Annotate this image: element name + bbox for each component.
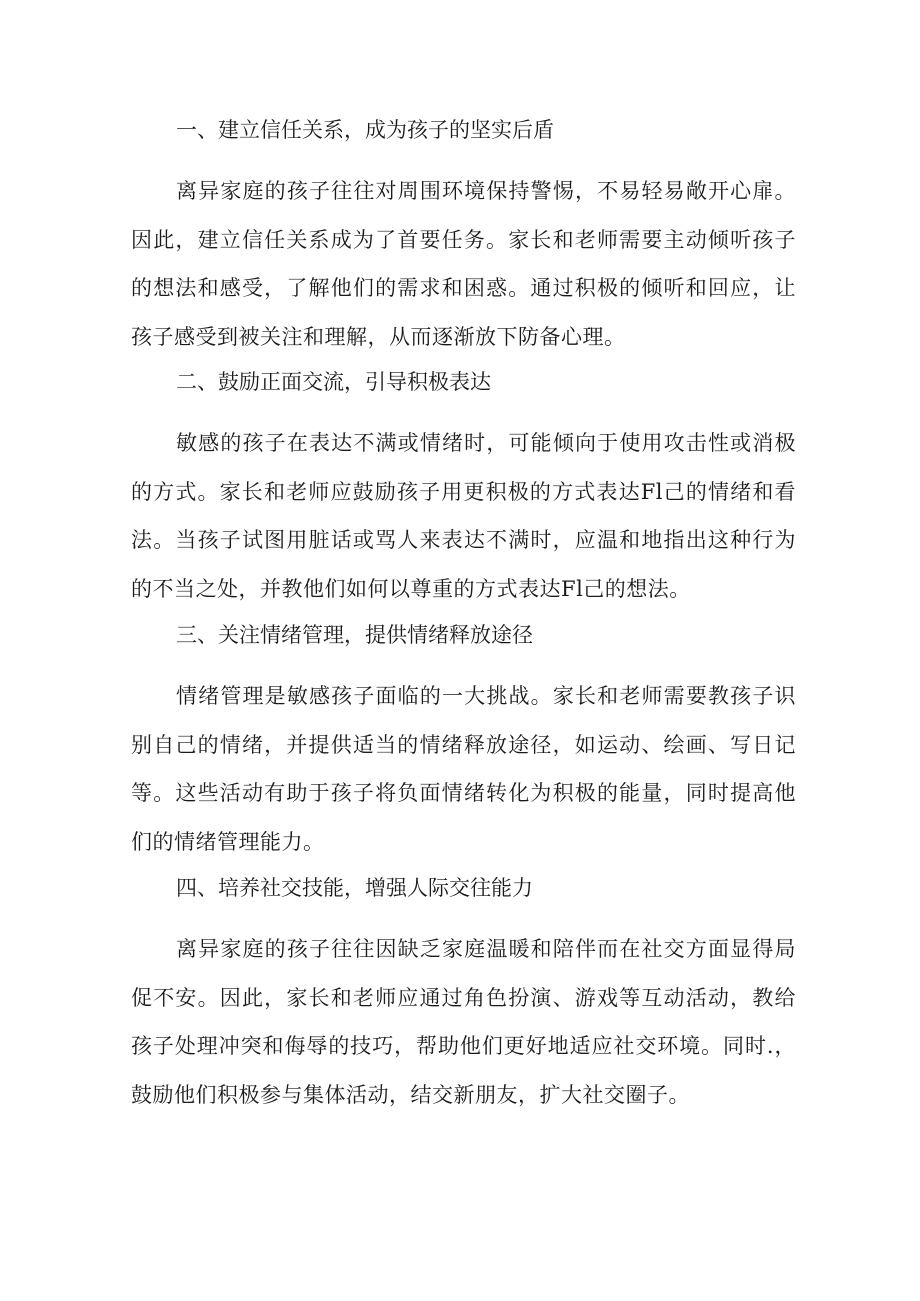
section-paragraph: 敏感的孩子在表达不满或情绪时，可能倾向于使用攻击性或消极的方式。家长和老师应鼓励孩子用更积极的方式表达Fl己的情绪和看法。当孩子试图用脏话或骂人来表达不满时，应温和地指出这种行为的不当之处，并教他们如何以尊重的方式表达Fl己的想法。 [131, 431, 796, 601]
section-positive-communication [131, 367, 796, 613]
section-paragraph: 离异家庭的孩子往往对周围环境保持警惕，不易轻易敞开心扉。因此，建立信任关系成为了首要任务。家长和老师需要主动倾听孩子的想法和感受，了解他们的需求和困惑。通过积极的倾听和回应，让孩子感受到被关注和理解，从而逐渐放下防备心理。 [131, 179, 796, 349]
section-social-skills [131, 873, 796, 1119]
section-build-trust [131, 115, 796, 361]
section-paragraph: 离异家庭的孩子往往因缺乏家庭温暖和陪伴而在社交方面显得局促不安。因此，家长和老师应通过角色扮演、游戏等互动活动，教给孩子处理冲突和侮辱的技巧，帮助他们更好地适应社交环境。同时.，鼓励他们积极参与集体活动，结交新朋友，扩大社交圈子。 [131, 937, 796, 1107]
section-heading: 一、建立信任关系，成为孩子的坚实后盾 [176, 118, 554, 142]
section-heading: 三、关注情绪管理，提供情绪释放途径 [176, 623, 533, 647]
section-emotion-management [131, 620, 796, 866]
section-heading: 二、鼓励正面交流，引导积极表达 [176, 370, 491, 394]
section-paragraph: 情绪管理是敏感孩子面临的一大挑战。家长和老师需要教孩子识别自己的情绪，并提供适当的情绪释放途径，如运动、绘画、写日记等。这些活动有助于孩子将负面情绪转化为积极的能量，同时提高他们的情绪管理能力。 [131, 684, 796, 854]
section-heading: 四、培养社交技能，增强人际交往能力 [176, 876, 533, 900]
